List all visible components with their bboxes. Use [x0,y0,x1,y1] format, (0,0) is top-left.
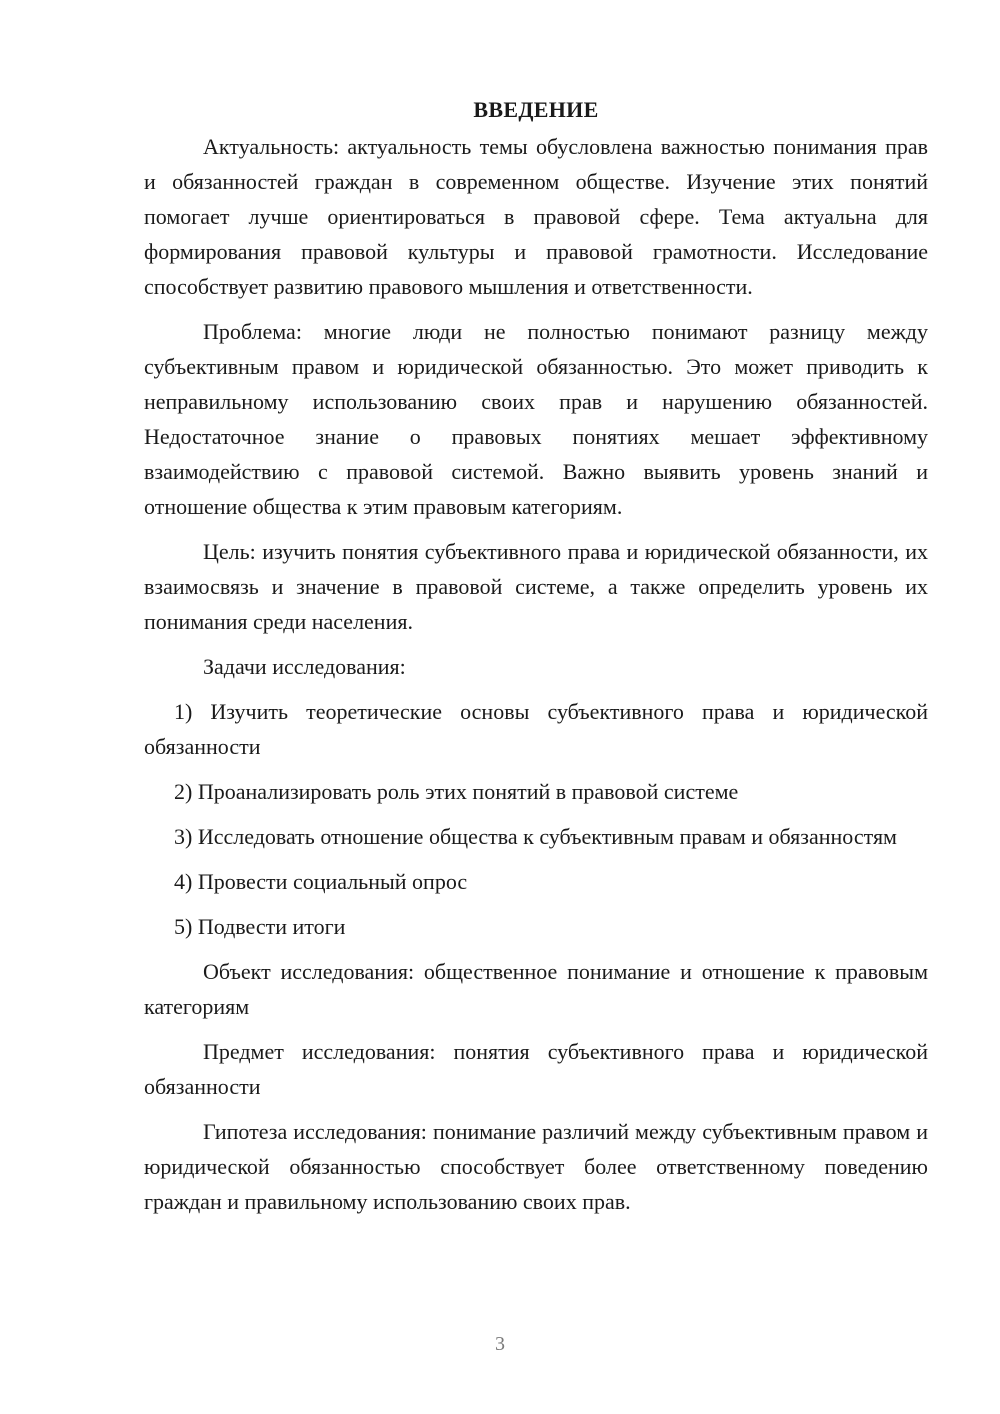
list-item: 5) Подвести итоги [174,914,346,939]
page-number: 3 [495,1333,505,1355]
list-item: 2) Проанализировать роль этих понятий в правовой системе [174,779,739,804]
paragraph-subject: Предмет исследования: понятия субъективного права и юридической обязанности [144,1039,928,1099]
tasks-list [144,694,928,944]
paragraph-object: Объект исследования: общественное понимание и отношение к правовым категориям [144,959,928,1019]
paragraph-hypothesis: Гипотеза исследования: понимание различий между субъективным правом и юридической обязанностью способствует более ответственному поведению граждан и правильному использованию своих прав. [144,1119,928,1214]
paragraph-goal: Цель: изучить понятия субъективного права и юридической обязанности, их взаимосвязь и значение в правовой системе, а также определить уровень их понимания среди населения. [144,539,928,634]
page-title: ВВЕДЕНИЕ [473,97,599,122]
document-page [144,92,928,1229]
list-item: 3) Исследовать отношение общества к субъективным правам и обязанностям [174,824,897,849]
list-item: 1) Изучить теоретические основы субъективного права и юридической обязанности [144,699,928,759]
tasks-heading: Задачи исследования: [203,654,406,679]
list-item: 4) Провести социальный опрос [174,869,468,894]
paragraph-relevance: Актуальность: актуальность темы обусловлена важностью понимания прав и обязанностей граждан в современном обществе. Изучение этих понятий помогает лучше ориентироваться в правовой сфере. Тема актуальна для формирования правовой культуры и правовой грамотности. Исследование способствует развитию правового мышления и ответственности. [144,134,928,299]
paragraph-problem: Проблема: многие люди не полностью понимают разницу между субъективным правом и юридической обязанностью. Это может приводить к неправильному использованию своих прав и нарушению обязанностей. Недостаточное знание о правовых понятиях мешает эффективному взаимодействию с правовой системой. Важно выявить уровень знаний и отношение общества к этим правовым категориям. [144,319,928,519]
